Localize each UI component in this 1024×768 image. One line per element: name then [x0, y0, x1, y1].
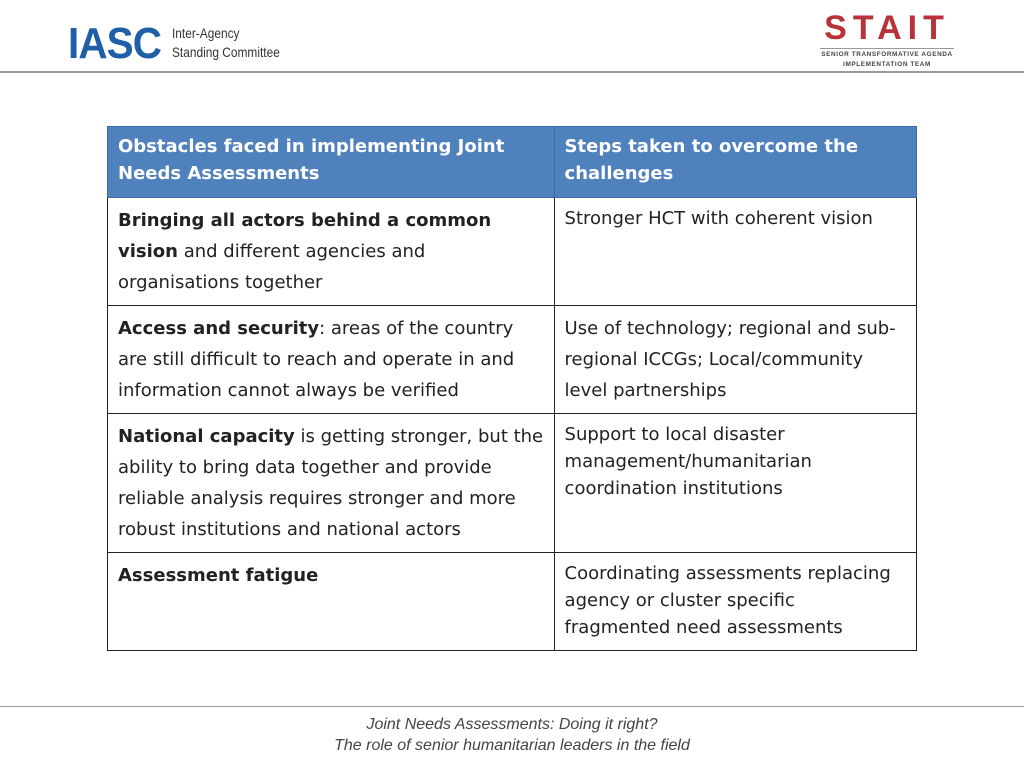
iasc-name-line1: Inter-Agency — [172, 25, 240, 41]
obstacle-detail: and different agencies and organisations together — [118, 241, 426, 293]
step-cell: Use of technology; regional and sub-regional ICCGs; Local/community level partnerships — [554, 306, 916, 414]
stait-name-line1: SENIOR TRANSFORMATIVE AGENDA — [821, 51, 953, 58]
step-cell: Support to local disaster management/humanitarian coordination institutions — [554, 414, 916, 553]
step-cell: Stronger HCT with coherent vision — [554, 198, 916, 306]
stait-acronym: STAIT — [824, 9, 950, 47]
obstacle-title: Bringing all actors behind a common vision — [118, 210, 492, 262]
iasc-full-name — [172, 24, 280, 62]
obstacle-title: Assessment fatigue — [118, 565, 319, 586]
table-row — [108, 414, 917, 553]
stait-divider — [820, 48, 954, 49]
obstacle-detail: is getting stronger, but the ability to bring data together and provide reliable analysis requires stronger and more robust institutions and national actors — [118, 426, 544, 540]
header-divider — [0, 71, 1024, 73]
footer-line2: The role of senior humanitarian leaders in the field — [334, 737, 690, 754]
obstacles-table — [107, 126, 917, 651]
obstacle-cell — [108, 306, 555, 414]
iasc-acronym: IASC — [68, 19, 162, 68]
table-row — [108, 306, 917, 414]
stait-name-line2: IMPLEMENTATION TEAM — [843, 61, 931, 68]
header-obstacles: Obstacles faced in implementing Joint Needs Assessments — [108, 127, 555, 198]
obstacle-title: Access and security — [118, 318, 320, 339]
stait-logo — [818, 10, 956, 70]
obstacle-title: National capacity — [118, 426, 295, 447]
obstacle-cell — [108, 414, 555, 553]
step-cell: Coordinating assessments replacing agency or cluster specific fragmented need assessments — [554, 553, 916, 651]
table-row — [108, 553, 917, 651]
footer-line1: Joint Needs Assessments: Doing it right? — [366, 716, 658, 733]
obstacle-cell — [108, 198, 555, 306]
table-header-row — [108, 127, 917, 198]
table-row — [108, 198, 917, 306]
obstacles-table-container — [107, 126, 917, 651]
slide-footer — [0, 714, 1024, 756]
obstacle-detail: : areas of the country are still difficult to reach and operate in and information cannot always be verified — [118, 318, 515, 401]
header-steps: Steps taken to overcome the challenges — [554, 127, 916, 198]
slide-header — [0, 0, 1024, 72]
footer-divider — [0, 706, 1024, 707]
obstacle-cell — [108, 553, 555, 651]
iasc-name-line2: Standing Committee — [172, 44, 280, 60]
